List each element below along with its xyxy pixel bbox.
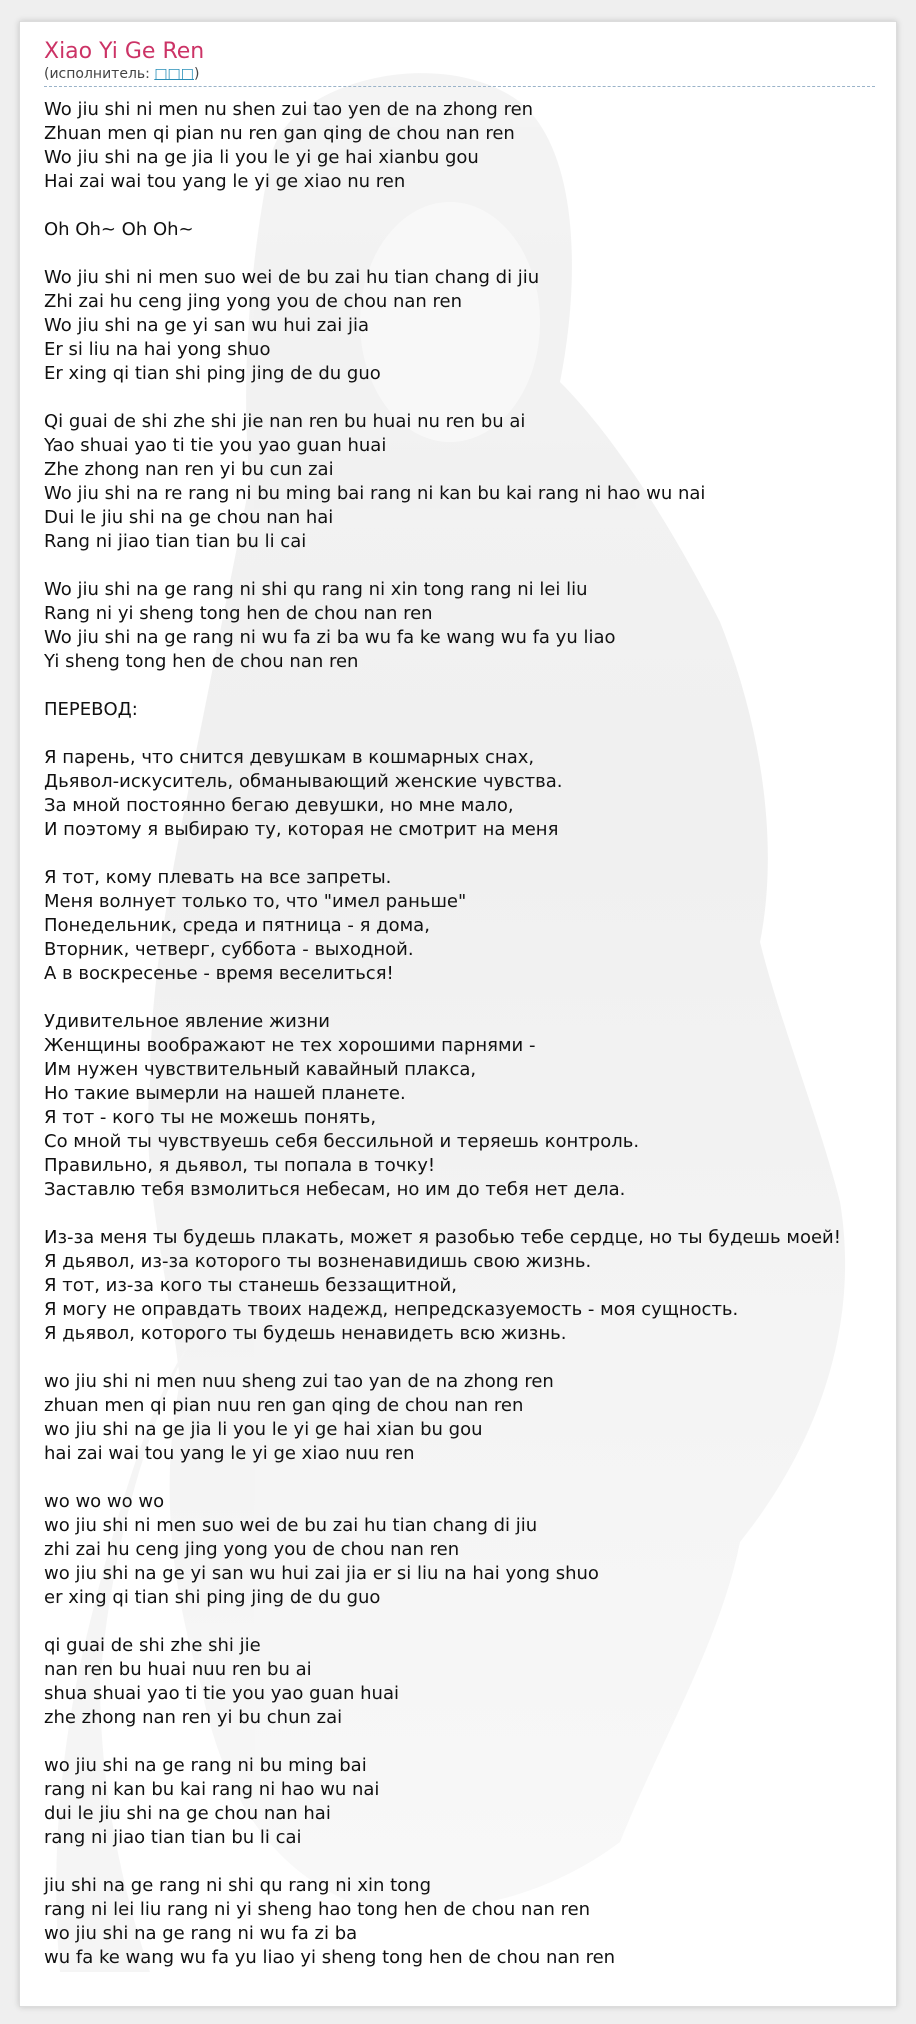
lyrics-blank-line [44,1610,896,1634]
lyrics-line: Я тот, из-за кого ты станешь беззащитной, [44,1275,457,1296]
lyrics-line: zhi zai hu ceng jing yong you de chou nan ren [44,1539,460,1560]
lyrics-blank-line [44,1466,896,1490]
lyrics-line: Rang ni jiao tian tian bu li cai [44,531,307,552]
lyrics-line: Я парень, что снится девушкам в кошмарных снах, [44,747,535,768]
lyrics-line: Wo jiu shi ni men suo wei de bu zai hu tian chang di jiu [44,267,540,288]
lyrics-line: А в воскресенье - время веселиться! [44,963,394,984]
lyrics-blank-line [44,1850,896,1874]
lyrics-line: wo jiu shi na ge jia li you le yi ge hai xian bu gou [44,1419,483,1440]
lyrics-line: Wo jiu shi na ge jia li you le yi ge hai xianbu gou [44,147,479,168]
lyrics-blank-line [44,554,896,578]
lyrics-blank-line [44,1346,896,1370]
lyrics-line: dui le jiu shi na ge chou nan hai [44,1803,331,1824]
lyrics-blank-line [44,842,896,866]
lyrics-line: ПЕРЕВОД: [44,699,138,720]
lyrics-line: Qi guai de shi zhe shi jie nan ren bu huai nu ren bu ai [44,411,526,432]
lyrics-line: qi guai de shi zhe shi jie [44,1635,261,1656]
lyrics-line: И поэтому я выбираю ту, которая не смотрит на меня [44,819,559,840]
artist-line [44,66,875,87]
lyrics-line: wo jiu shi na ge yi san wu hui zai jia er si liu na hai yong shuo [44,1563,599,1584]
lyrics-line: shua shuai yao ti tie you yao guan huai [44,1683,399,1704]
lyrics-line: rang ni kan bu kai rang ni hao wu nai [44,1779,380,1800]
lyrics-line: wo wo wo wo [44,1491,165,1512]
lyrics-line: Wo jiu shi na ge rang ni wu fa zi ba wu fa ke wang wu fa yu liao [44,627,616,648]
lyrics-line: Wo jiu shi na re rang ni bu ming bai rang ni kan bu kai rang ni hao wu nai [44,483,706,504]
lyrics-line: Wo jiu shi ni men nu shen zui tao yen de na zhong ren [44,99,534,120]
lyrics-line: Из-за меня ты будешь плакать, может я разобью тебе сердце, но ты будешь моей! [44,1227,841,1248]
lyrics-line: rang ni jiao tian tian bu li cai [44,1827,302,1848]
lyrics-page-content [20,22,896,1970]
lyrics-line: Меня волнует только то, что "имел раньше" [44,891,467,912]
lyrics-blank-line [44,194,896,218]
lyrics-line: Заставлю тебя взмолиться небесам, но им до тебя нет дела. [44,1179,626,1200]
lyrics-line: Dui le jiu shi na ge chou nan hai [44,507,334,528]
lyrics-blank-line [44,722,896,746]
lyrics-line: rang ni lei liu rang ni yi sheng hao tong hen de chou nan ren [44,1899,591,1920]
artist-suffix: ) [194,66,200,82]
lyrics-line: Yao shuai yao ti tie you yao guan huai [44,435,387,456]
lyrics-line: hai zai wai tou yang le yi ge xiao nuu ren [44,1443,415,1464]
lyrics-line: Вторник, четверг, суббота - выходной. [44,939,414,960]
lyrics-line: Wo jiu shi na ge rang ni shi qu rang ni xin tong rang ni lei liu [44,579,588,600]
artist-prefix: (исполнитель: [44,66,155,82]
lyrics-blank-line [44,1730,896,1754]
lyrics-line: Hai zai wai tou yang le yi ge xiao nu ren [44,171,406,192]
lyrics-line: Понедельник, среда и пятница - я дома, [44,915,430,936]
lyrics-line: Удивительное явление жизни [44,1011,330,1032]
lyrics-line: Yi sheng tong hen de chou nan ren [44,651,359,672]
lyrics-line: zhe zhong nan ren yi bu chun zai [44,1707,343,1728]
lyrics-line: Zhe zhong nan ren yi bu cun zai [44,459,334,480]
lyrics-line: Я тот, кому плевать на все запреты. [44,867,392,888]
song-title: Xiao Yi Ge Ren [44,39,205,64]
lyrics-line: Wo jiu shi na ge yi san wu hui zai jia [44,315,370,336]
lyrics-line: wo jiu shi na ge rang ni wu fa zi ba [44,1923,358,1944]
lyrics-line: zhuan men qi pian nuu ren gan qing de chou nan ren [44,1395,524,1416]
lyrics-line: Им нужен чувствительный кавайный плакса, [44,1059,477,1080]
lyrics-line: wo jiu shi na ge rang ni bu ming bai [44,1755,367,1776]
lyrics-line: Я дьявол, из-за которого ты возненавидишь свою жизнь. [44,1251,592,1272]
lyrics-line: jiu shi na ge rang ni shi qu rang ni xin tong [44,1875,432,1896]
lyrics-blank-line [44,386,896,410]
lyrics-line: Женщины воображают не тех хорошими парнями - [44,1035,536,1056]
lyrics-line: Zhuan men qi pian nu ren gan qing de chou nan ren [44,123,515,144]
lyrics-line: Дьявол-искуситель, обманывающий женские чувства. [44,771,563,792]
lyrics-line: Я тот - кого ты не можешь понять, [44,1107,377,1128]
lyrics-blank-line [44,986,896,1010]
lyrics-line: Со мной ты чувствуешь себя бессильной и теряешь контроль. [44,1131,640,1152]
lyrics-line: За мной постоянно бегаю девушки, но мне мало, [44,795,514,816]
lyrics-line: wo jiu shi ni men nuu sheng zui tao yan de na zhong ren [44,1371,554,1392]
lyrics-text [44,98,896,1970]
lyrics-line: nan ren bu huai nuu ren bu ai [44,1659,312,1680]
lyrics-line: Я могу не оправдать твоих надежд, непредсказуемость - моя сущность. [44,1299,739,1320]
lyrics-line: Но такие вымерли на нашей планете. [44,1083,406,1104]
lyrics-line: wu fa ke wang wu fa yu liao yi sheng tong hen de chou nan ren [44,1947,616,1968]
lyrics-line: Er si liu na hai yong shuo [44,339,271,360]
lyrics-card [19,21,897,2007]
lyrics-line: Er xing qi tian shi ping jing de du guo [44,363,381,384]
lyrics-line: Правильно, я дьявол, ты попала в точку! [44,1155,436,1176]
lyrics-blank-line [44,1202,896,1226]
lyrics-line: Я дьявол, которого ты будешь ненавидеть всю жизнь. [44,1323,567,1344]
lyrics-line: wo jiu shi ni men suo wei de bu zai hu tian chang di jiu [44,1515,538,1536]
lyrics-line: Oh Oh~ Oh Oh~ [44,219,194,240]
lyrics-line: Zhi zai hu ceng jing yong you de chou nan ren [44,291,463,312]
artist-link[interactable]: □□□ [154,66,194,82]
lyrics-line: er xing qi tian shi ping jing de du guo [44,1587,381,1608]
lyrics-blank-line [44,674,896,698]
lyrics-blank-line [44,242,896,266]
lyrics-line: Rang ni yi sheng tong hen de chou nan ren [44,603,433,624]
